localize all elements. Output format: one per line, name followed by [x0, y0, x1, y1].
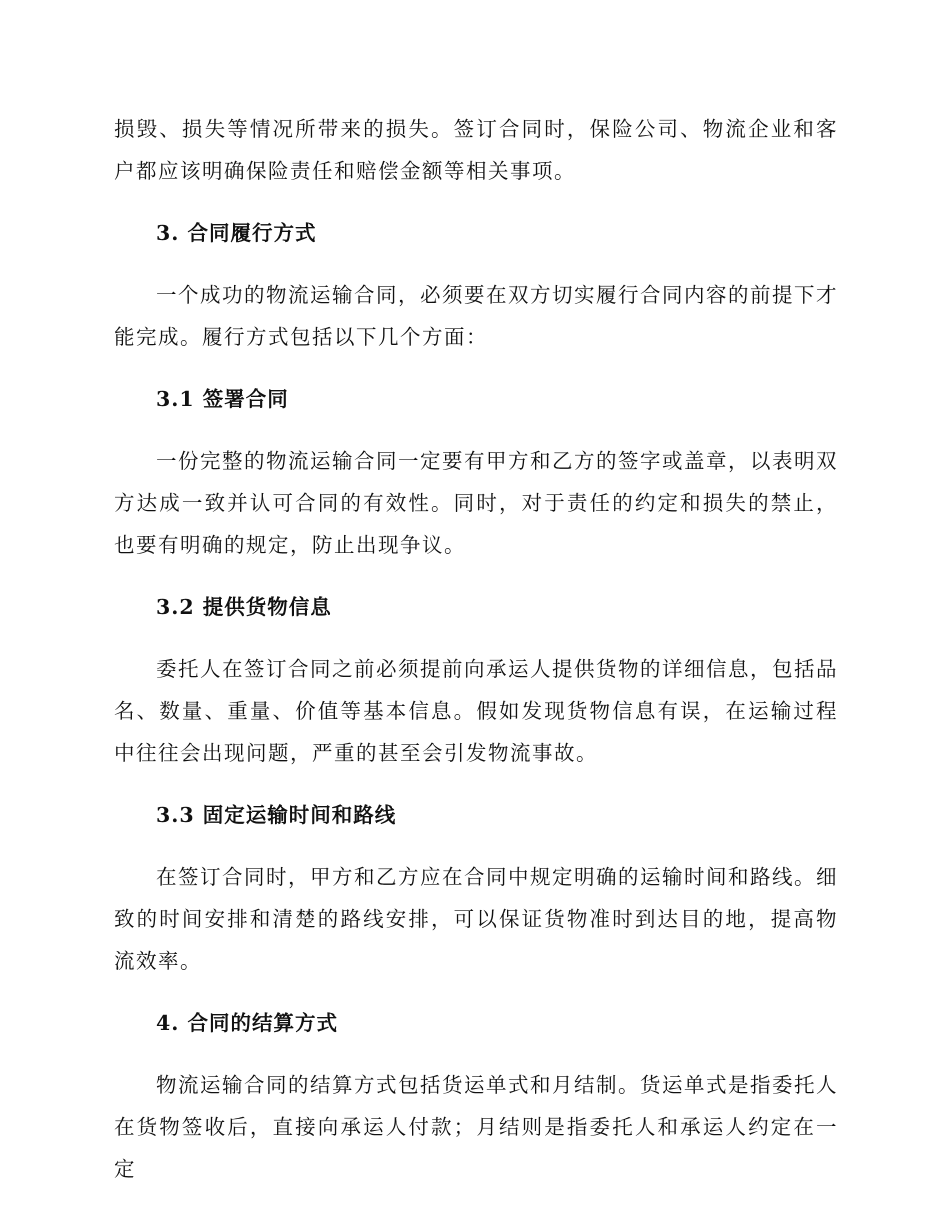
heading-contract-performance: 3. 合同履行方式 [156, 221, 317, 245]
spacer [114, 774, 838, 794]
paragraph-goods-info: 委托人在签订合同之前必须提前向承运人提供货物的详细信息，包括品名、数量、重量、价值等基本信息。假如发现货物信息有误，在运输过程中往往会出现问题，严重的甚至会引发物流事故。 [114, 657, 838, 765]
paragraph-time-route: 在签订合同时，甲方和乙方应在合同中规定明确的运输时间和路线。细致的时间安排和清楚的路线安排，可以保证货物准时到达目的地，提高物流效率。 [114, 865, 838, 973]
heading-goods-info: 3.2 提供货物信息 [156, 595, 332, 619]
spacer [114, 358, 838, 378]
spacer [114, 1044, 838, 1064]
spacer [114, 836, 838, 856]
paragraph-sign-contract: 一份完整的物流运输合同一定要有甲方和乙方的签字或盖章，以表明双方达成一致并认可合同的有效性。同时，对于责任的约定和损失的禁止，也要有明确的规定，防止出现争议。 [114, 449, 838, 557]
paragraph-performance-intro: 一个成功的物流运输合同，必须要在双方切实履行合同内容的前提下才能完成。履行方式包括以下几个方面： [114, 283, 838, 349]
spacer [114, 420, 838, 440]
spacer [114, 254, 838, 274]
paragraph-settlement: 物流运输合同的结算方式包括货运单式和月结制。货运单式是指委托人在货物签收后，直接向承运人付款；月结则是指委托人和承运人约定在一定 [114, 1073, 838, 1181]
spacer [114, 192, 838, 212]
heading-time-route: 3.3 固定运输时间和路线 [156, 803, 397, 827]
spacer [114, 628, 838, 648]
spacer [114, 982, 838, 1002]
paragraph-insurance-continued: 损毁、损失等情况所带来的损失。签订合同时，保险公司、物流企业和客户都应该明确保险责任和赔偿金额等相关事项。 [114, 117, 838, 183]
spacer [114, 566, 838, 586]
heading-settlement: 4. 合同的结算方式 [156, 1011, 339, 1035]
heading-sign-contract: 3.1 签署合同 [156, 387, 289, 411]
